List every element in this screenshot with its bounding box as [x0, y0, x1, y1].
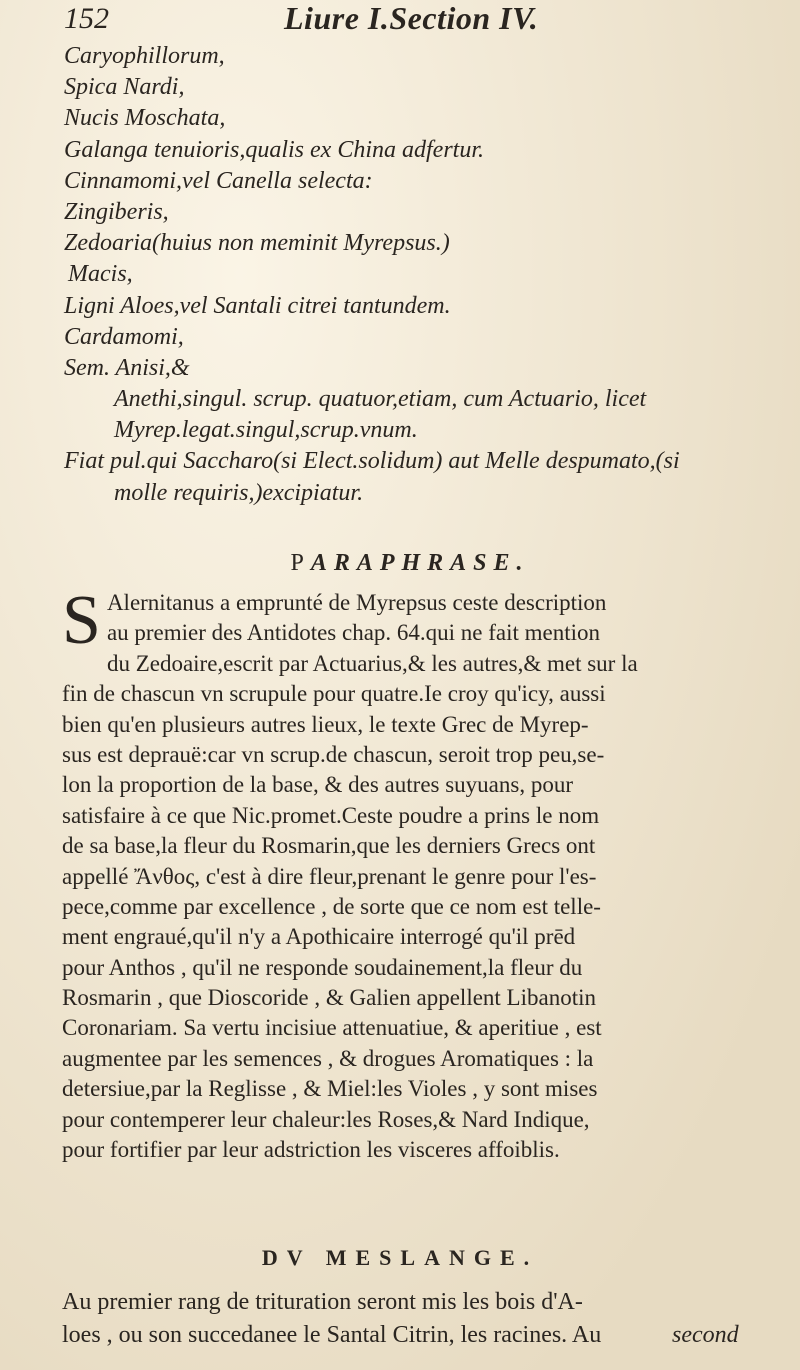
text-line: Alernitanus a emprunté de Myrepsus ceste description — [106, 590, 607, 615]
text-line: satisfaire à ce que Nic.promet.Ceste poudre a prins le nom — [62, 802, 600, 828]
recipe-line: Galanga tenuioris,qualis ex China adfertur. — [64, 136, 484, 163]
text-line: pece,comme par excellence , de sorte que ce nom est telle- — [62, 893, 601, 919]
recipe-line: Zedoaria(huius non meminit Myrepsus.) — [64, 230, 450, 257]
recipe-instruction: Fiat pul.qui Saccharo(si Elect.solidum) aut Melle despumato,(si — [64, 448, 680, 475]
recipe-line: Macis, — [68, 261, 133, 288]
recipe-line: Cinnamomi,vel Canella selecta: — [64, 167, 373, 194]
recipe-instruction: molle requiris,)excipiatur. — [114, 479, 364, 506]
running-head: Liure I.Section IV. — [284, 0, 539, 36]
recipe-line: Cardamomi, — [64, 323, 184, 350]
text-line: pour Anthos , qu'il ne responde soudainement,la fleur du — [62, 954, 583, 980]
recipe-ingredient-list — [64, 41, 770, 509]
recipe-line: Anethi,singul. scrup. quatuor,etiam, cum Actuario, licet — [114, 386, 647, 413]
text-line: lon la proportion de la base, & des autres suyuans, pour — [62, 772, 573, 798]
recipe-line: Caryophillorum, — [64, 43, 225, 69]
recipe-line: Ligni Aloes,vel Santali citrei tantundem. — [64, 292, 451, 319]
text-line: pour fortifier par leur adstriction les visceres affoiblis. — [62, 1137, 560, 1163]
text-line: detersiue,par la Reglisse , & Miel:les Violes , y sont mises — [62, 1076, 598, 1102]
page-number: 152 — [64, 2, 109, 35]
recipe-line: Spica Nardi, — [64, 74, 185, 101]
recipe-line: Nucis Moschata, — [64, 105, 226, 132]
page-header — [64, 0, 760, 40]
text-line: loes , ou son succedanee le Santal Citrin, les racines. Au — [62, 1322, 602, 1348]
text-line: fin de chascun vn scrupule pour quatre.Ie croy qu'icy, aussi — [62, 681, 606, 707]
text-line: du Zedoaire,escrit par Actuarius,& les autres,& met sur la — [106, 650, 638, 676]
recipe-line: Zingiberis, — [64, 198, 169, 225]
text-line: Au premier rang de trituration seront mis les bois d'A- — [62, 1289, 583, 1315]
paraphrase-heading-rest: ARAPHRASE. — [310, 550, 530, 576]
text-line: augmentee par les semences , & drogues Aromatiques : la — [62, 1045, 594, 1071]
text-line: Rosmarin , que Dioscoride , & Galien appellent Libanotin — [62, 985, 596, 1011]
paraphrase-heading-initial: P — [290, 550, 311, 576]
meslange-body — [62, 1286, 768, 1352]
paraphrase-heading — [0, 550, 800, 577]
drop-cap: S — [62, 582, 101, 659]
recipe-line: Sem. Anisi,& — [64, 354, 190, 381]
text-line: sus est deprauë:car vn scrup.de chascun, seroit trop peu,se- — [62, 741, 605, 767]
text-line: de sa base,la fleur du Rosmarin,que les derniers Grecs ont — [62, 833, 596, 859]
meslange-heading: DV MESLANGE. — [261, 1245, 539, 1270]
text-line: pour contemperer leur chaleur:les Roses,& Nard Indique, — [62, 1106, 590, 1132]
paraphrase-body — [62, 582, 768, 1165]
text-line: appellé Ἄνθος, c'est à dire fleur,prenant le genre pour l'es- — [62, 863, 597, 889]
text-line: ment engraué,qu'il n'y a Apothicaire interrogé qu'il prēd — [62, 924, 576, 950]
text-line: Coronariam. Sa vertu incisiue attenuatiue, & aperitiue , est — [62, 1015, 602, 1041]
text-line: bien qu'en plusieurs autres lieux, le texte Grec de Myrep- — [62, 711, 589, 737]
text-line: au premier des Antidotes chap. 64.qui ne fait mention — [106, 620, 601, 646]
recipe-line: Myrep.legat.singul,scrup.vnum. — [114, 417, 418, 444]
catchword: second — [672, 1322, 739, 1348]
